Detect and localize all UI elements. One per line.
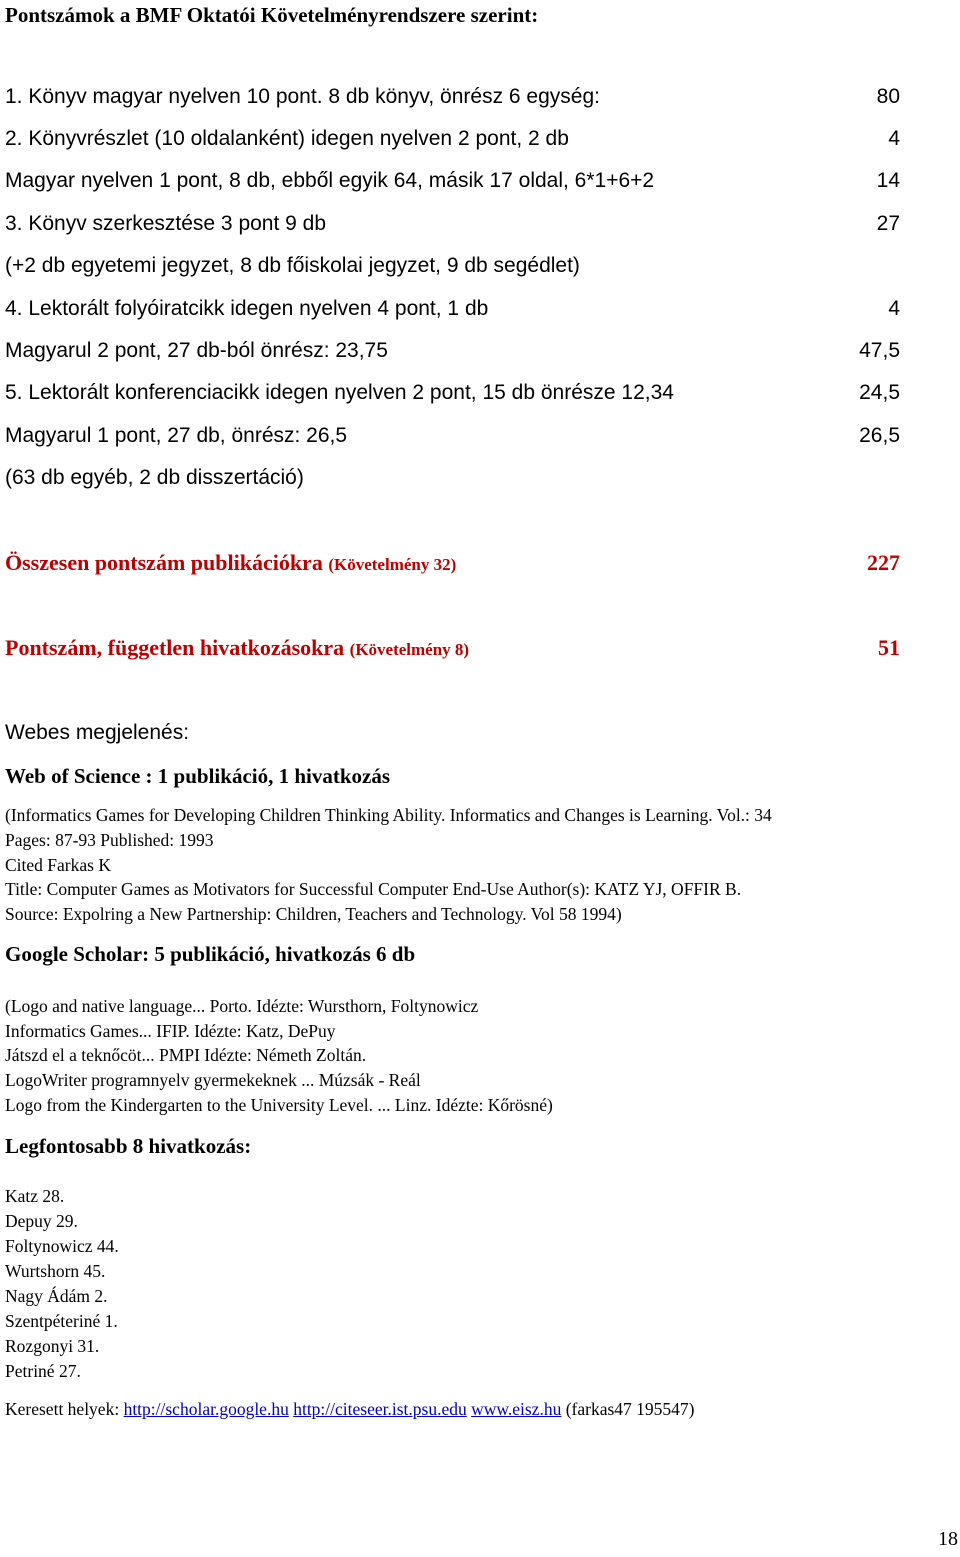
web-heading: Webes megjelenés: bbox=[5, 721, 190, 744]
score-row-text: (63 db egyéb, 2 db disszertáció) bbox=[5, 466, 304, 489]
scholar-line: LogoWriter programnyelv gyermekeknek ... Múzsák - Reál bbox=[5, 1070, 421, 1090]
score-row-text: 3. Könyv szerkesztése 3 pont 9 db bbox=[5, 212, 327, 235]
score-row-text: (+2 db egyetemi jegyzet, 8 db főiskolai jegyzet, 9 db segédlet) bbox=[5, 254, 580, 277]
eisz-link[interactable]: www.eisz.hu bbox=[471, 1399, 562, 1419]
citeseer-link[interactable]: http://citeseer.ist.psu.edu bbox=[293, 1399, 467, 1419]
scholar-line: Logo from the Kindergarten to the University Level. ... Linz. Idézte: Kőrösné) bbox=[5, 1095, 553, 1115]
citation-item: Katz 28. bbox=[5, 1186, 65, 1206]
score-row-text: Magyarul 1 pont, 27 db, önrész: 26,5 bbox=[5, 424, 348, 447]
citation-item: Nagy Ádám 2. bbox=[5, 1286, 108, 1306]
score-row-1 bbox=[5, 85, 900, 115]
total-publications-label: Összesen pontszám publikációkra bbox=[5, 550, 323, 575]
wos-line: Title: Computer Games as Motivators for Successful Computer End-Use Author(s): KATZ YJ, OFFIR B. bbox=[5, 879, 742, 899]
page-heading: Pontszámok a BMF Oktatói Követelményrendszere szerint: bbox=[5, 3, 539, 27]
total-citations-label: Pontszám, független hivatkozásokra bbox=[5, 635, 345, 660]
total-citations-row bbox=[5, 635, 900, 665]
score-row-text: 5. Lektorált konferenciacikk idegen nyelven 2 pont, 15 db önrésze 12,34 bbox=[5, 381, 674, 404]
wos-line: Cited Farkas K bbox=[5, 855, 111, 875]
searched-label: Keresett helyek: bbox=[5, 1399, 120, 1419]
citation-item: Szentpéteriné 1. bbox=[5, 1311, 118, 1331]
citation-item: Rozgonyi 31. bbox=[5, 1336, 100, 1356]
score-row-5 bbox=[5, 254, 900, 284]
wos-heading: Web of Science : 1 publikáció, 1 hivatkozás bbox=[5, 764, 391, 788]
citation-item: Depuy 29. bbox=[5, 1211, 78, 1231]
score-row-text: 4. Lektorált folyóiratcikk idegen nyelven 4 pont, 1 db bbox=[5, 297, 489, 320]
total-publications-requirement: (Követelmény 32) bbox=[328, 555, 457, 574]
wos-line: Pages: 87-93 Published: 1993 bbox=[5, 830, 214, 850]
score-row-text: 1. Könyv magyar nyelven 10 pont. 8 db könyv, önrész 6 egység: bbox=[5, 85, 600, 108]
score-row-value: 47,5 bbox=[859, 339, 900, 362]
scholar-line: (Logo and native language... Porto. Idézte: Wursthorn, Foltynowicz bbox=[5, 996, 479, 1016]
score-row-10 bbox=[5, 466, 900, 496]
searched-suffix: (farkas47 195547) bbox=[565, 1399, 695, 1419]
score-row-text: Magyarul 2 pont, 27 db-ból önrész: 23,75 bbox=[5, 339, 388, 362]
scholar-line: Játszd el a teknőcöt... PMPI Idézte: Németh Zoltán. bbox=[5, 1045, 367, 1065]
total-publications-value: 227 bbox=[867, 550, 900, 575]
score-row-value: 27 bbox=[876, 212, 900, 235]
score-row-value: 14 bbox=[876, 169, 900, 192]
scholar-line: Informatics Games... IFIP. Idézte: Katz, DePuy bbox=[5, 1021, 336, 1041]
score-row-9 bbox=[5, 424, 900, 454]
scholar-heading: Google Scholar: 5 publikáció, hivatkozás 6 db bbox=[5, 942, 416, 966]
score-row-4 bbox=[5, 212, 900, 242]
score-row-value: 4 bbox=[888, 127, 900, 150]
score-row-value: 26,5 bbox=[859, 424, 900, 447]
score-row-3 bbox=[5, 169, 900, 199]
citation-item: Foltynowicz 44. bbox=[5, 1236, 119, 1256]
citation-item: Wurtshorn 45. bbox=[5, 1261, 106, 1281]
total-publications-row bbox=[5, 550, 900, 580]
scholar-link[interactable]: http://scholar.google.hu bbox=[123, 1399, 289, 1419]
citation-item: Petriné 27. bbox=[5, 1361, 81, 1381]
top-citations-heading: Legfontosabb 8 hivatkozás: bbox=[5, 1134, 252, 1158]
wos-line: (Informatics Games for Developing Children Thinking Ability. Informatics and Changes is Learning. Vol.: 34 bbox=[5, 805, 772, 825]
total-citations-value: 51 bbox=[878, 635, 900, 660]
score-row-value: 80 bbox=[876, 85, 900, 108]
total-citations-requirement: (Követelmény 8) bbox=[349, 640, 470, 659]
score-row-text: 2. Könyvrészlet (10 oldalanként) idegen nyelven 2 pont, 2 db bbox=[5, 127, 569, 150]
page-number: 18 bbox=[938, 1528, 958, 1550]
score-row-8 bbox=[5, 381, 900, 411]
score-row-7 bbox=[5, 339, 900, 369]
searched-line bbox=[5, 1399, 694, 1420]
score-row-text: Magyar nyelven 1 pont, 8 db, ebből egyik 64, másik 17 oldal, 6*1+6+2 bbox=[5, 169, 655, 192]
wos-line: Source: Expolring a New Partnership: Children, Teachers and Technology. Vol 58 1994) bbox=[5, 904, 622, 924]
score-row-6 bbox=[5, 297, 900, 327]
score-row-value: 24,5 bbox=[859, 381, 900, 404]
score-row-2 bbox=[5, 127, 900, 157]
score-row-value: 4 bbox=[888, 297, 900, 320]
